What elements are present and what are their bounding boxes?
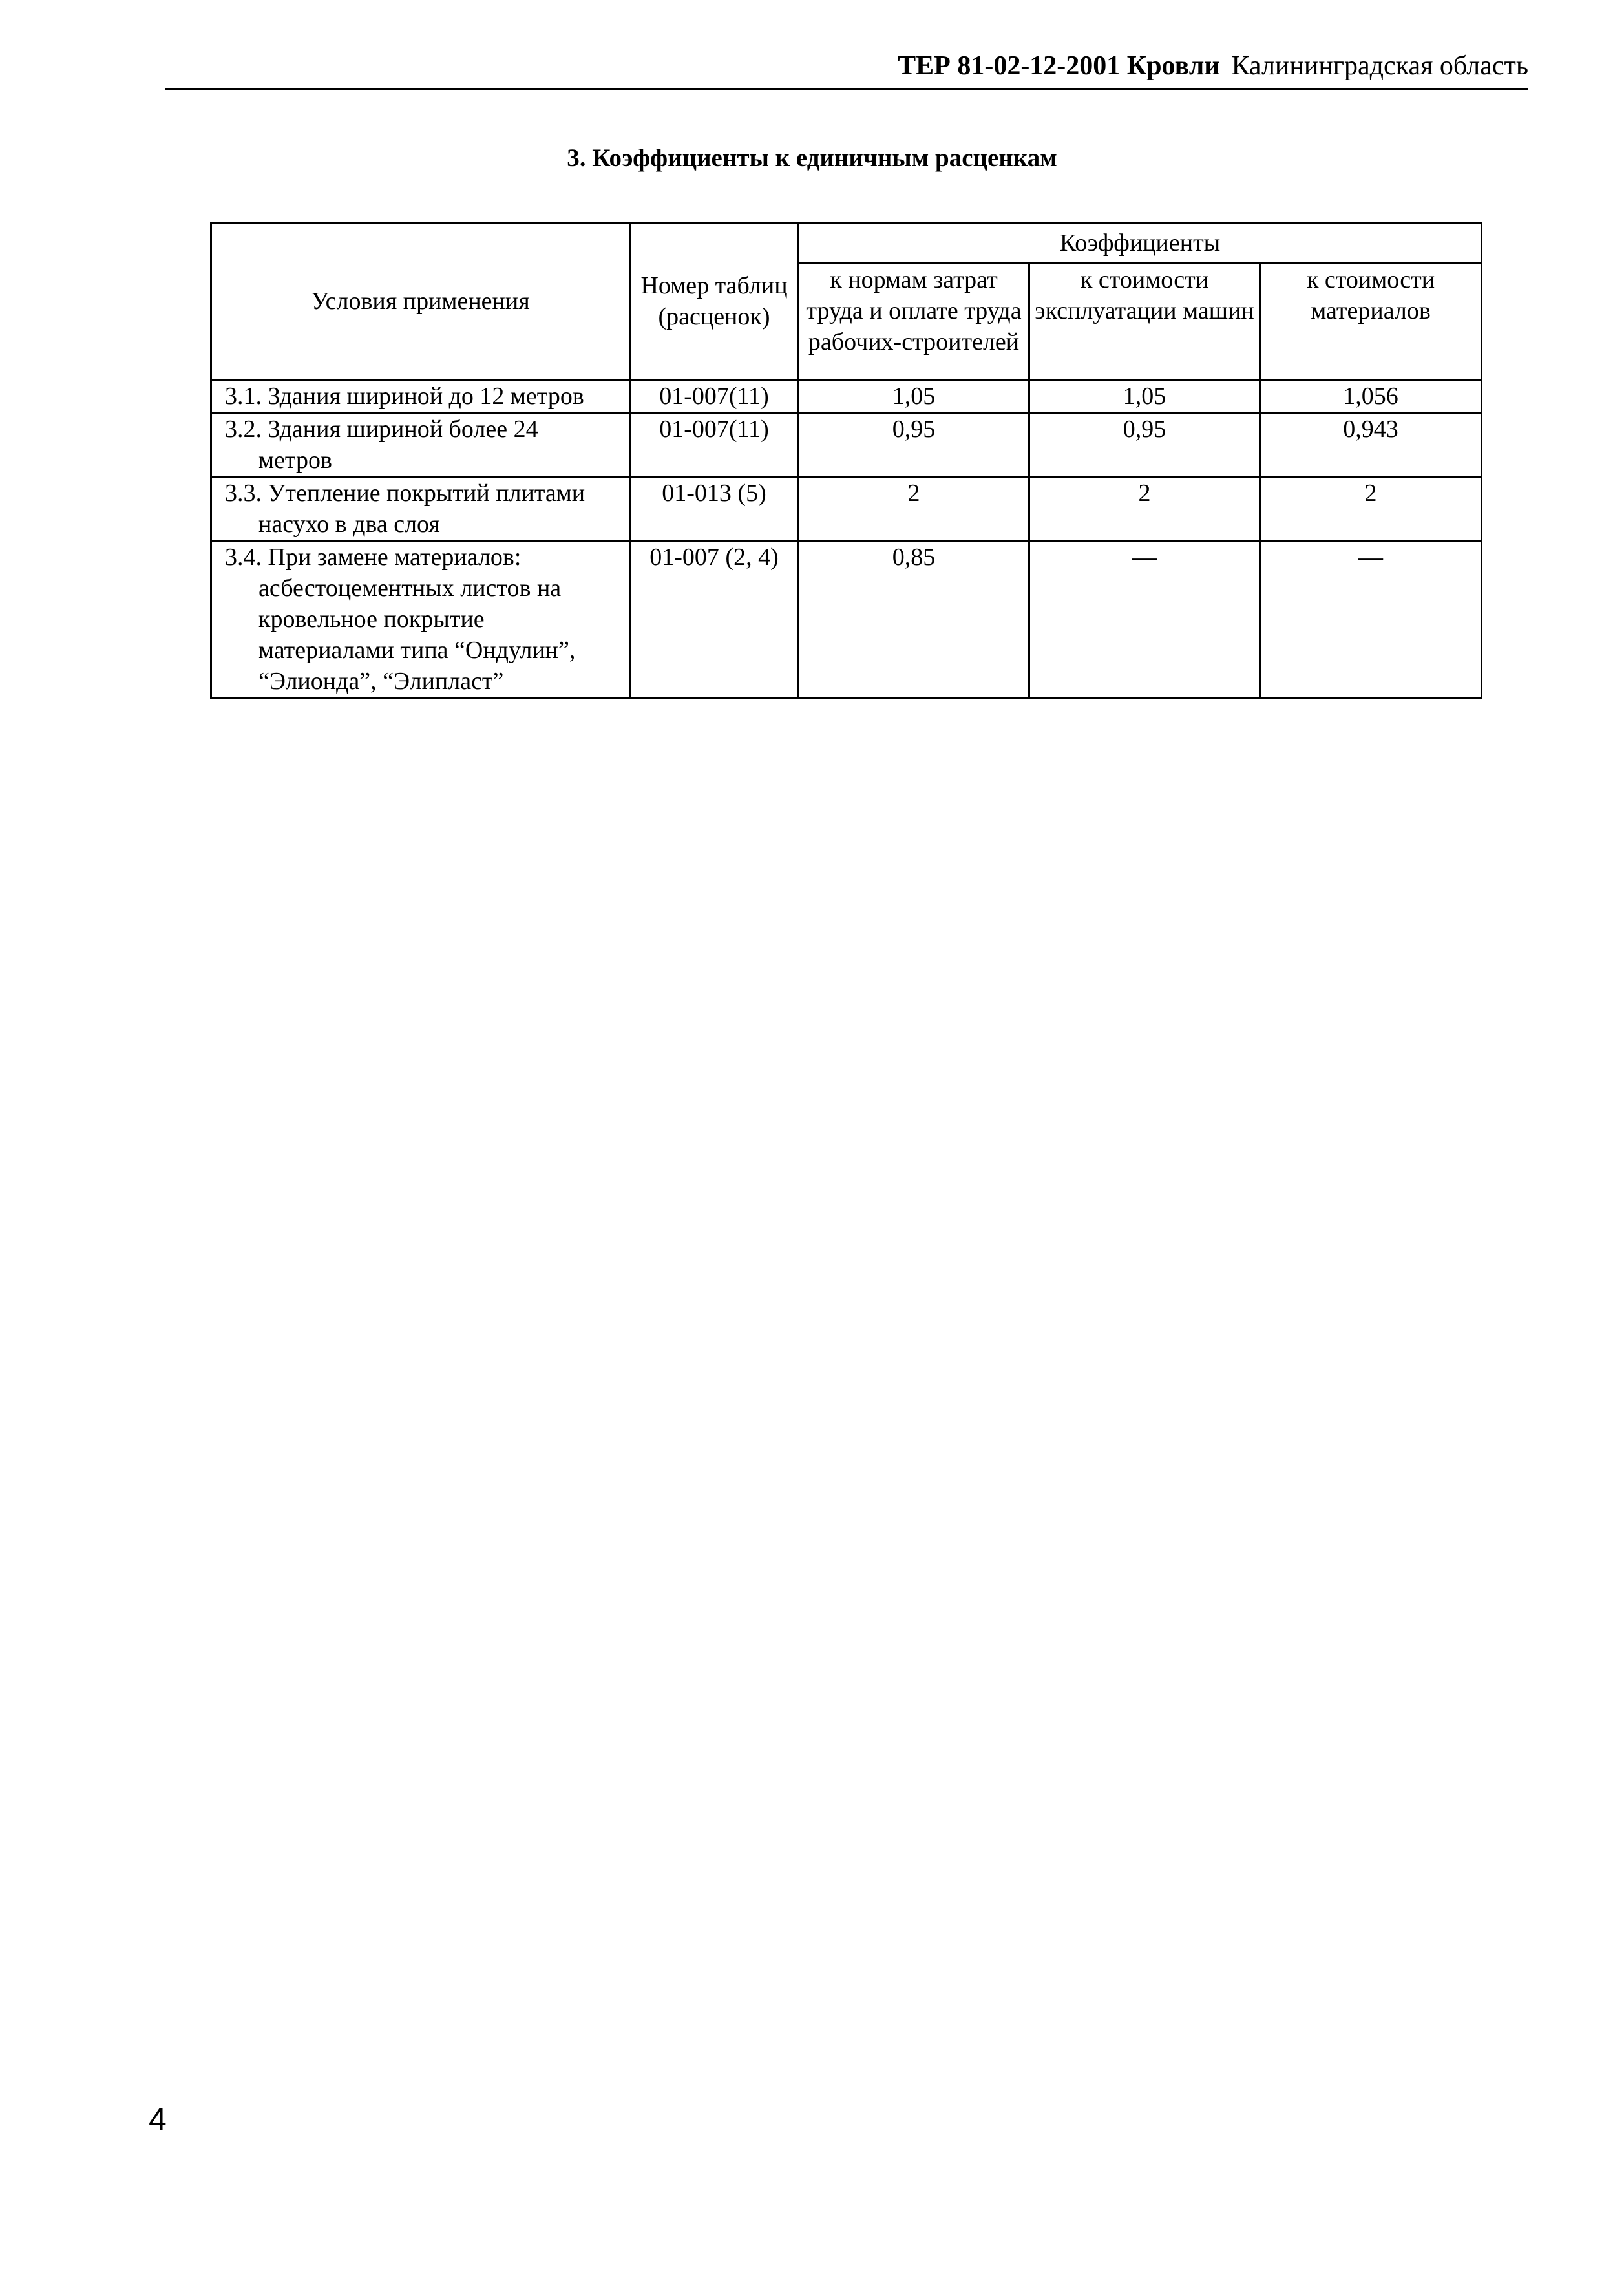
materials-coef-cell: 0,943 (1260, 413, 1482, 477)
condition-text: 3.2. Здания шириной более 24 (225, 416, 538, 443)
labor-coef-cell: 0,85 (799, 541, 1029, 698)
condition-cell (211, 477, 630, 541)
table-row (211, 413, 1482, 477)
condition-continuation: метров (258, 447, 332, 474)
condition-cell (211, 541, 630, 698)
table-number-cell: 01-007(11) (630, 413, 799, 477)
table-row (211, 477, 1482, 541)
machines-coef-cell: 2 (1029, 477, 1260, 541)
header-labor: к нормам затрат труда и оплате труда рабочих-строителей (799, 263, 1029, 379)
table-row (211, 380, 1482, 413)
condition-cell (211, 380, 630, 413)
labor-coef-cell: 2 (799, 477, 1029, 541)
condition-continuation: насухо в два слоя (258, 511, 440, 538)
table-number-cell: 01-007(11) (630, 380, 799, 413)
header-text (898, 50, 1528, 81)
materials-coef-cell: — (1260, 541, 1482, 698)
header-coefficients: Коэффициенты (799, 223, 1482, 264)
materials-coef-cell: 1,056 (1260, 380, 1482, 413)
materials-coef-cell: 2 (1260, 477, 1482, 541)
machines-coef-cell: — (1029, 541, 1260, 698)
header-materials: к стоимости материалов (1260, 263, 1482, 379)
condition-text: 3.1. Здания шириной до 12 метров (225, 383, 584, 410)
table-number-cell: 01-013 (5) (630, 477, 799, 541)
labor-coef-cell: 0,95 (799, 413, 1029, 477)
table-row (211, 541, 1482, 698)
table-number-cell: 01-007 (2, 4) (630, 541, 799, 698)
coefficients-table (210, 222, 1482, 699)
page-number: 4 (149, 2101, 167, 2138)
condition-text: 3.4. При замене материалов: (225, 544, 522, 571)
header-table-number: Номер таблиц (расценок) (630, 223, 799, 380)
page-header (165, 49, 1528, 90)
machines-coef-cell: 1,05 (1029, 380, 1260, 413)
machines-coef-cell: 0,95 (1029, 413, 1260, 477)
header-machines: к стоимости эксплуатации машин (1029, 263, 1260, 379)
header-conditions: Условия применения (211, 223, 630, 380)
table-header-row-1 (211, 223, 1482, 264)
condition-cell (211, 413, 630, 477)
labor-coef-cell: 1,05 (799, 380, 1029, 413)
condition-text: 3.3. Утепление покрытий плитами (225, 480, 585, 507)
condition-continuation: асбестоцементных листов на кровельное покрытие материалами типа “Ондулин”, “Элионда”, “Элипласт” (258, 575, 576, 695)
section-title: 3. Коэффициенты к единичным расценкам (567, 144, 1057, 172)
header-region: Калининградская область (1231, 51, 1528, 81)
header-document-code: ТЕР 81-02-12-2001 Кровли (898, 51, 1220, 81)
